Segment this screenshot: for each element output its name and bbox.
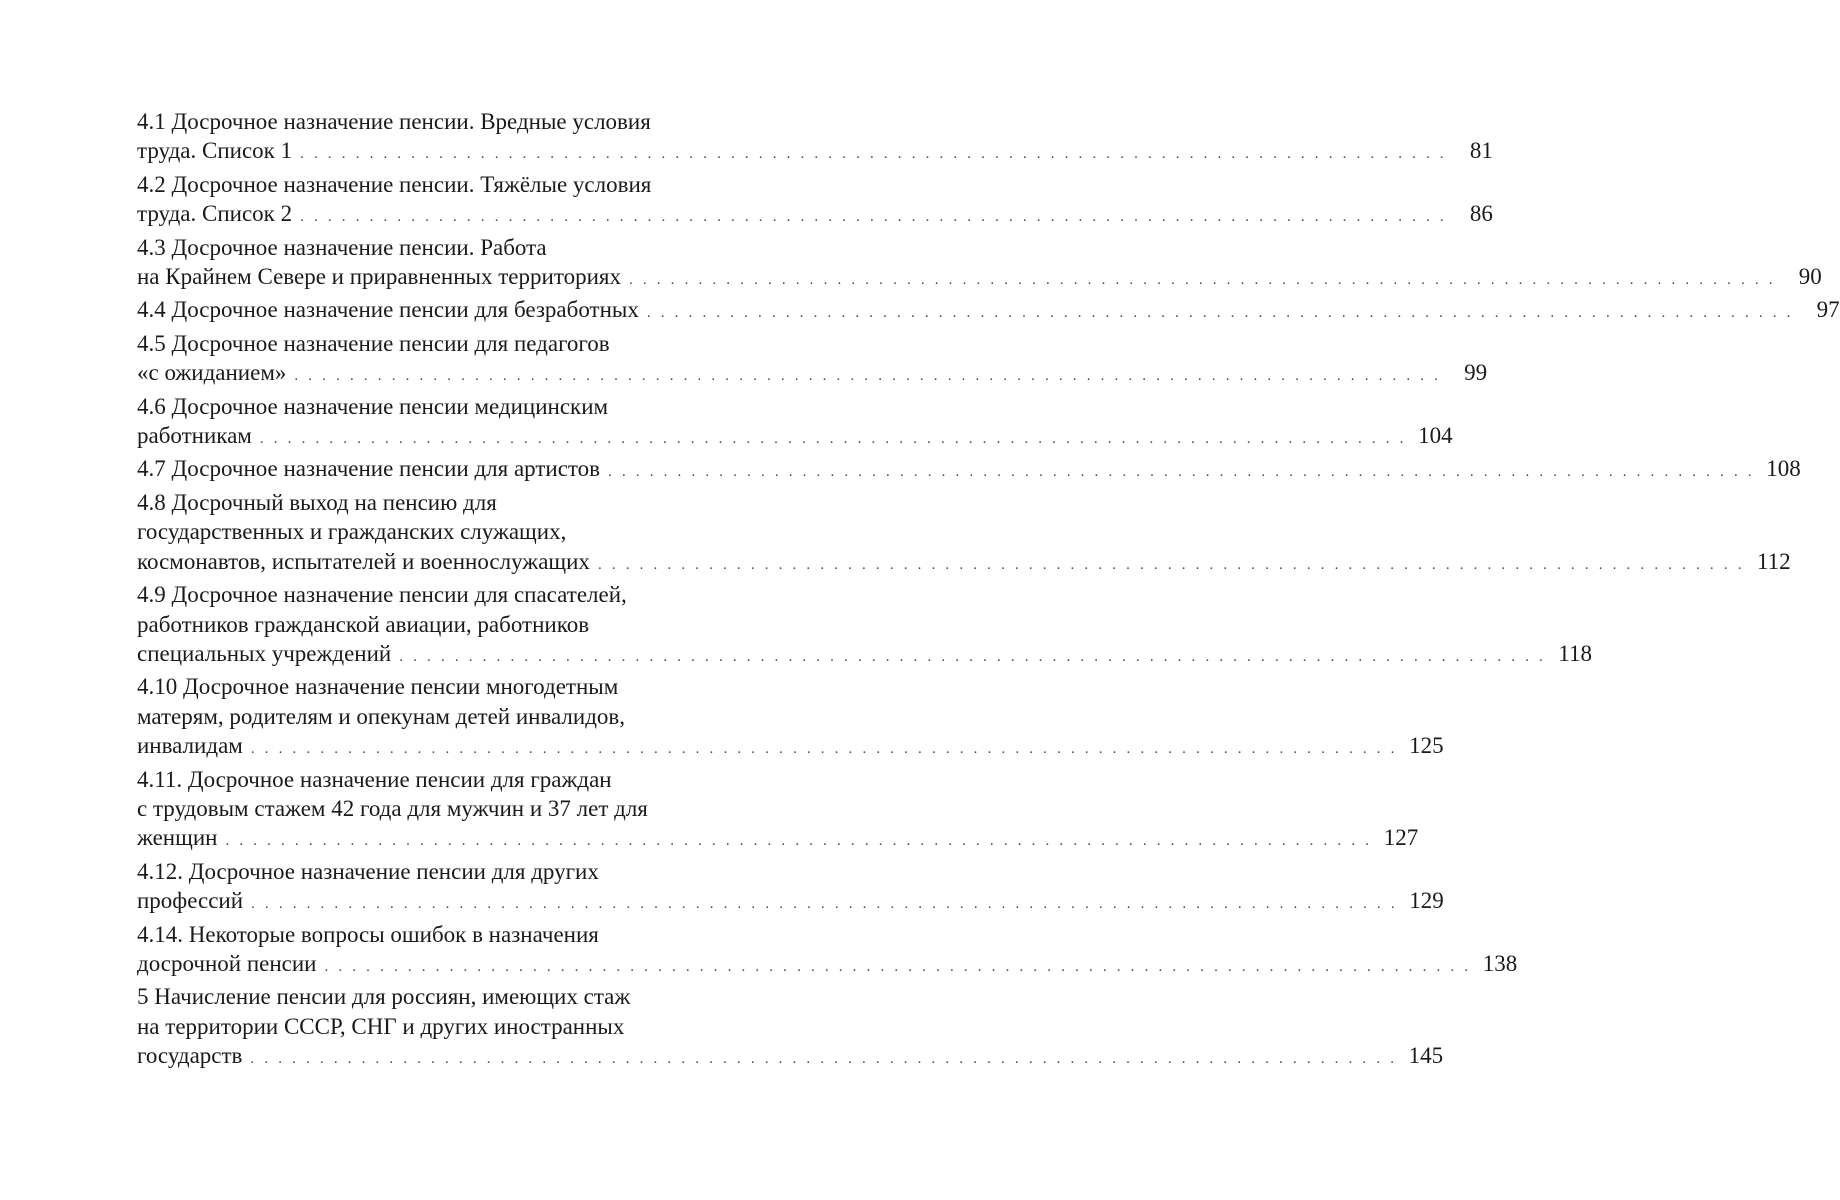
toc-entry-final-line: [137, 949, 1518, 982]
toc-entry-title-line: труда. Список 2: [137, 201, 293, 227]
toc-entry-title-line: профессий: [137, 888, 244, 914]
toc-entry[interactable]: [137, 170, 1493, 233]
page-number: 129: [1409, 888, 1444, 914]
toc-entry[interactable]: [137, 107, 1493, 170]
dot-leader: . . . . . . . . . . . . . . . . . . . . . . . . . . . . . . . . . . . . . . . . . . . . . . . . . . . . . . . . . . . . . . . . . . . . . . . . . . . . . . . . . . .: [250, 1051, 1398, 1068]
page-number: 99: [1464, 360, 1488, 386]
toc-entry-title-line: 4.2 Досрочное назначение пенсии. Тяжёлые условия: [137, 171, 652, 197]
page-number: 97: [1816, 297, 1840, 323]
toc-entry-final-line: [137, 731, 1444, 764]
toc-entry-title-line: 4.10 Досрочное назначение пенсии многодетным: [137, 674, 619, 700]
toc-entry[interactable]: [137, 233, 1822, 296]
toc-entry-final-line: [137, 262, 1822, 295]
toc-entry-title-line: космонавтов, испытателей и военнослужащих: [137, 548, 590, 574]
toc-entry-final-line: [137, 639, 1592, 672]
toc-entry[interactable]: [137, 295, 1840, 328]
page-number: 104: [1418, 423, 1453, 449]
toc-entry[interactable]: [137, 488, 1791, 580]
page-number: 145: [1408, 1043, 1444, 1069]
dot-leader: . . . . . . . . . . . . . . . . . . . . . . . . . . . . . . . . . . . . . . . . . . . . . . . . . . . . . . . . . . . . . . . . . . . . . . . . . . . . . . . . . . .: [646, 305, 1794, 322]
page-number: 112: [1757, 548, 1791, 574]
toc-entry[interactable]: [137, 920, 1518, 983]
toc-entry-final-line: [137, 358, 1488, 391]
dot-leader: . . . . . . . . . . . . . . . . . . . . . . . . . . . . . . . . . . . . . . . . . . . . . . . . . . . . . . . . . . . . . . . . . . . . . . . . . . . . . . . . . . .: [251, 896, 1398, 913]
dot-leader: . . . . . . . . . . . . . . . . . . . . . . . . . . . . . . . . . . . . . . . . . . . . . . . . . . . . . . . . . . . . . . . . . . . . . . . . . . . . . . . . . . .: [324, 958, 1472, 975]
toc-entry[interactable]: [137, 857, 1444, 920]
toc-entry[interactable]: [137, 765, 1419, 857]
dot-leader: . . . . . . . . . . . . . . . . . . . . . . . . . . . . . . . . . . . . . . . . . . . . . . . . . . . . . . . . . . . . . . . . . . . . . . . . . . . . . . . . . . .: [259, 431, 1407, 448]
page-number: 86: [1469, 201, 1493, 227]
toc-entry-final-line: [137, 823, 1419, 856]
toc-entry-title-line: на территории СССР, СНГ и других иностранных: [137, 1013, 625, 1039]
toc-entry-title-line: 4.8 Досрочный выход на пенсию для: [137, 489, 497, 515]
toc-entry[interactable]: [137, 454, 1801, 487]
toc-entry-title-line: государств: [137, 1043, 243, 1069]
toc-entry-title-line: 4.11. Досрочное назначение пенсии для граждан: [137, 766, 612, 792]
toc-entry-title-line: 4.3 Досрочное назначение пенсии. Работа: [137, 234, 547, 260]
page-number: 118: [1558, 640, 1592, 666]
toc-entry-title-line: 4.9 Досрочное назначение пенсии для спасателей,: [137, 582, 627, 608]
toc-entry-title-line: 4.7 Досрочное назначение пенсии для артистов: [137, 456, 601, 482]
toc-entry-title-line: 4.12. Досрочное назначение пенсии для других: [137, 858, 599, 884]
dot-leader: . . . . . . . . . . . . . . . . . . . . . . . . . . . . . . . . . . . . . . . . . . . . . . . . . . . . . . . . . . . . . . . . . . . . . . . . . . . . . . . . . . .: [225, 833, 1373, 850]
dot-leader: . . . . . . . . . . . . . . . . . . . . . . . . . . . . . . . . . . . . . . . . . . . . . . . . . . . . . . . . . . . . . . . . . . . . . . . . . . . . . . . . . . .: [608, 464, 1755, 481]
toc-entry[interactable]: [137, 329, 1488, 392]
toc-entry-final-line: [137, 886, 1444, 919]
toc-entry-final-line: [137, 421, 1453, 454]
toc-entry-title-line: специальных учреждений: [137, 640, 392, 666]
toc-entry-title-line: работникам: [137, 423, 252, 449]
dot-leader: . . . . . . . . . . . . . . . . . . . . . . . . . . . . . . . . . . . . . . . . . . . . . . . . . . . . . . . . . . . . . . . . . . . . . . . . . . . . . . . . . . .: [300, 209, 1447, 226]
toc-entry-final-line: [137, 295, 1840, 328]
toc-entry[interactable]: [137, 392, 1453, 455]
toc-entry-title-line: 4.14. Некоторые вопросы ошибок в назначения: [137, 921, 599, 947]
toc-entry-title-line: труда. Список 1: [137, 138, 293, 164]
toc-entry[interactable]: [137, 672, 1444, 764]
toc-entry-title-line: досрочной пенсии: [137, 950, 317, 976]
page-number: 125: [1409, 733, 1444, 759]
toc-entry-final-line: [137, 454, 1801, 487]
toc-entry[interactable]: [137, 982, 1444, 1074]
page-number: 138: [1482, 950, 1518, 976]
toc-entry-title-line: 4.1 Досрочное назначение пенсии. Вредные условия: [137, 109, 651, 134]
dot-leader: . . . . . . . . . . . . . . . . . . . . . . . . . . . . . . . . . . . . . . . . . . . . . . . . . . . . . . . . . . . . . . . . . . . . . . . . . . . . . . . . . . .: [300, 146, 1447, 163]
dot-leader: . . . . . . . . . . . . . . . . . . . . . . . . . . . . . . . . . . . . . . . . . . . . . . . . . . . . . . . . . . . . . . . . . . . . . . . . . . . . . . . . . . .: [294, 368, 1442, 385]
toc-entry-final-line: [137, 547, 1791, 580]
toc-entry-final-line: [137, 136, 1493, 169]
dot-leader: . . . . . . . . . . . . . . . . . . . . . . . . . . . . . . . . . . . . . . . . . . . . . . . . . . . . . . . . . . . . . . . . . . . . . . . . . . . . . . . . . . .: [628, 272, 1776, 289]
table-of-contents: [137, 107, 1840, 1075]
toc-entry-title-line: работников гражданской авиации, работников: [137, 611, 590, 637]
page-number: 108: [1766, 456, 1801, 482]
toc-entry-title-line: инвалидам: [137, 733, 243, 759]
toc-entry-final-line: [137, 199, 1493, 232]
toc-entry-title-line: матерям, родителям и опекунам детей инвалидов,: [137, 703, 626, 729]
toc-entry-title-line: «с ожиданием»: [137, 360, 287, 386]
page-number: 127: [1383, 825, 1419, 851]
page-number: 90: [1798, 264, 1822, 290]
toc-entry-final-line: [137, 1041, 1444, 1074]
toc-entry-title-line: 4.4 Досрочное назначение пенсии для безработных: [137, 297, 639, 323]
toc-entry-title-line: 5 Начисление пенсии для россиян, имеющих стаж: [137, 984, 631, 1010]
dot-leader: . . . . . . . . . . . . . . . . . . . . . . . . . . . . . . . . . . . . . . . . . . . . . . . . . . . . . . . . . . . . . . . . . . . . . . . . . . . . . . . . . . .: [597, 556, 1745, 573]
toc-entry-title-line: с трудовым стажем 42 года для мужчин и 37 лет для: [137, 795, 648, 821]
dot-leader: . . . . . . . . . . . . . . . . . . . . . . . . . . . . . . . . . . . . . . . . . . . . . . . . . . . . . . . . . . . . . . . . . . . . . . . . . . . . . . . . . . .: [399, 648, 1546, 665]
toc-entry-title-line: на Крайнем Севере и приравненных территориях: [137, 264, 621, 290]
toc-entry-title-line: 4.5 Досрочное назначение пенсии для педагогов: [137, 330, 610, 356]
page-number: 81: [1469, 138, 1493, 164]
toc-entry-title-line: 4.6 Досрочное назначение пенсии медицинским: [137, 393, 609, 419]
dot-leader: . . . . . . . . . . . . . . . . . . . . . . . . . . . . . . . . . . . . . . . . . . . . . . . . . . . . . . . . . . . . . . . . . . . . . . . . . . . . . . . . . . .: [250, 741, 1398, 758]
toc-entry-title-line: государственных и гражданских служащих,: [137, 519, 567, 545]
toc-entry-title-line: женщин: [137, 825, 218, 851]
toc-entry[interactable]: [137, 580, 1592, 672]
